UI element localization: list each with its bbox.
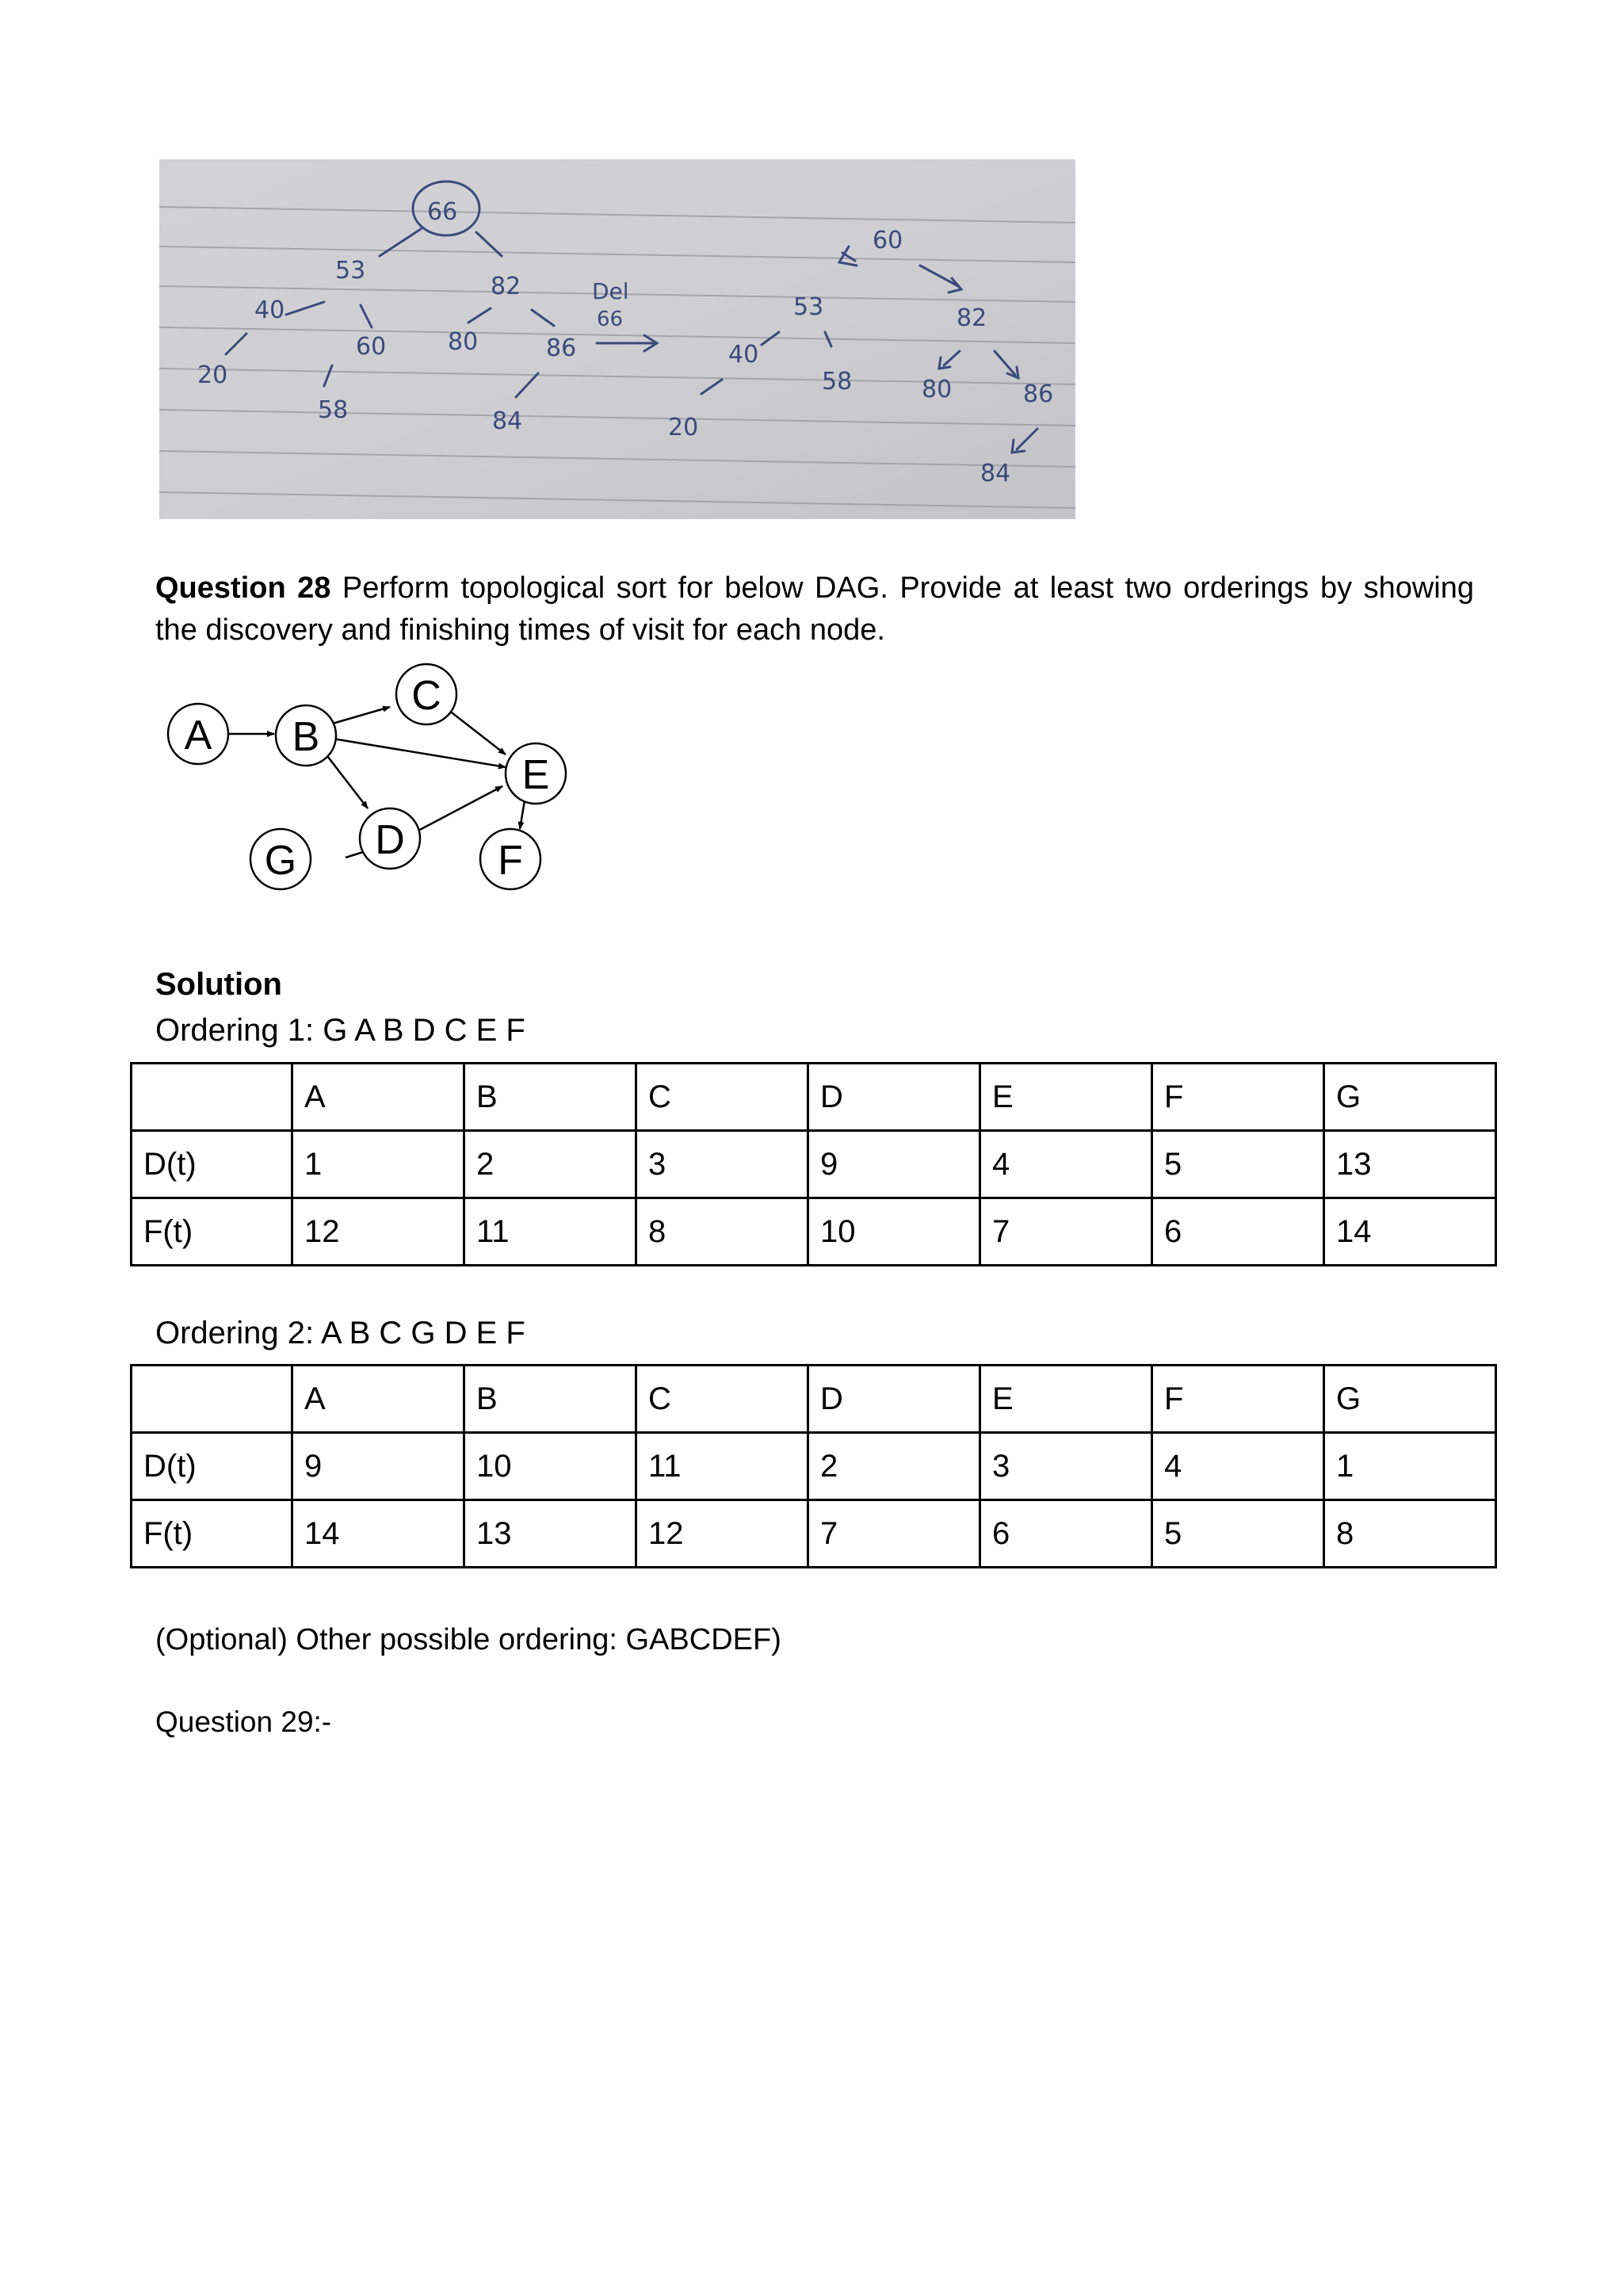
svg-text:80: 80 [448, 328, 479, 356]
table-cell: 9 [808, 1131, 980, 1198]
question-body: Perform topological sort for below DAG. Provide at least two orderings by showing the discovery and finishing times of visit for each node. [155, 571, 1475, 647]
table-row [132, 1433, 1496, 1500]
table-cell: 6 [980, 1500, 1152, 1568]
ordering-1-label: Ordering 1: G A B D C E F [155, 1013, 525, 1048]
svg-text:60: 60 [873, 227, 903, 254]
svg-text:40: 40 [728, 341, 759, 369]
table-cell: A [292, 1366, 464, 1433]
node-label-f: F [498, 838, 523, 884]
edge-d-e [415, 786, 502, 832]
table-cell: 4 [980, 1131, 1152, 1198]
svg-text:82: 82 [491, 273, 521, 300]
node-label-a: A [184, 712, 212, 758]
table-cell: F [1152, 1366, 1324, 1433]
svg-text:80: 80 [922, 376, 953, 403]
table-cell: B [464, 1366, 636, 1433]
table-cell: D [808, 1366, 980, 1433]
row-head: F(t) [132, 1198, 292, 1266]
table-cell: C [636, 1064, 808, 1131]
table-cell: 6 [1152, 1198, 1324, 1266]
ordering-2-label: Ordering 2: A B C G D E F [155, 1316, 525, 1350]
table-cell: 7 [808, 1500, 980, 1568]
node-label-b: B [292, 714, 320, 760]
table-row [132, 1131, 1496, 1198]
table-cell: 9 [292, 1433, 464, 1500]
svg-text:53: 53 [793, 293, 824, 321]
table-header-row [132, 1366, 1496, 1433]
table-cell: 14 [292, 1500, 464, 1568]
table-cell: 13 [464, 1500, 636, 1568]
table-cell: 11 [464, 1198, 636, 1266]
svg-text:20: 20 [197, 361, 228, 389]
row-head: D(t) [132, 1433, 292, 1500]
table-cell: 5 [1152, 1500, 1324, 1568]
svg-text:66: 66 [597, 308, 624, 331]
svg-text:Del: Del [592, 278, 629, 304]
table-cell: 3 [980, 1433, 1152, 1500]
table-cell: 12 [636, 1500, 808, 1568]
svg-text:82: 82 [957, 304, 987, 332]
question-29-heading: Question 29:- [155, 1706, 332, 1738]
table-cell: 2 [808, 1433, 980, 1500]
table-cell: 14 [1324, 1198, 1496, 1266]
svg-text:58: 58 [822, 368, 853, 395]
table-cell: A [292, 1064, 464, 1131]
table-cell: 11 [636, 1433, 808, 1500]
node-label-c: C [411, 673, 441, 719]
dag-diagram [155, 659, 567, 897]
table-header-row [132, 1064, 1496, 1131]
handwritten-heap-photo [159, 159, 1075, 519]
svg-text:20: 20 [668, 414, 699, 441]
svg-text:86: 86 [1023, 380, 1054, 408]
table-cell: 13 [1324, 1131, 1496, 1198]
solution-heading: Solution [155, 967, 282, 1002]
svg-text:53: 53 [335, 257, 366, 285]
ordering-2-table [130, 1364, 1497, 1568]
table-cell: F [1152, 1064, 1324, 1131]
table-cell: B [464, 1064, 636, 1131]
table-cell: 10 [808, 1198, 980, 1266]
svg-text:60: 60 [356, 333, 387, 361]
table-cell: G [1324, 1064, 1496, 1131]
table-cell: 7 [980, 1198, 1152, 1266]
table-cell: D [808, 1064, 980, 1131]
svg-text:86: 86 [546, 334, 577, 362]
table-cell: 4 [1152, 1433, 1324, 1500]
edge-e-f [520, 800, 525, 829]
edge-b-d [325, 753, 368, 808]
edge-c-e [449, 710, 506, 755]
edge-b-c [330, 707, 390, 724]
question-28-text [155, 567, 1474, 651]
edge-b-e [333, 739, 506, 767]
optional-ordering-note: (Optional) Other possible ordering: GABCDEF) [155, 1623, 781, 1656]
row-head: F(t) [132, 1500, 292, 1568]
row-head: D(t) [132, 1131, 292, 1198]
table-cell: 3 [636, 1131, 808, 1198]
table-row [132, 1500, 1496, 1568]
question-label: Question 28 [155, 571, 331, 605]
table-row [132, 1198, 1496, 1266]
table-cell: E [980, 1366, 1152, 1433]
table-cell: 5 [1152, 1131, 1324, 1198]
table-cell: 12 [292, 1198, 464, 1266]
table-cell: E [980, 1064, 1152, 1131]
table-cell: 10 [464, 1433, 636, 1500]
ordering-1-table [130, 1062, 1497, 1266]
node-label-d: D [375, 817, 405, 863]
node-label-e: E [521, 752, 550, 798]
node-label-g: G [264, 838, 297, 884]
svg-text:66: 66 [427, 198, 458, 226]
table-cell: C [636, 1366, 808, 1433]
svg-text:58: 58 [318, 396, 349, 424]
svg-text:84: 84 [980, 460, 1011, 487]
table-cell [132, 1366, 292, 1433]
table-cell: 8 [636, 1198, 808, 1266]
table-cell [132, 1064, 292, 1131]
table-cell: 8 [1324, 1500, 1496, 1568]
table-cell: 1 [1324, 1433, 1496, 1500]
table-cell: 2 [464, 1131, 636, 1198]
table-cell: G [1324, 1366, 1496, 1433]
svg-text:40: 40 [254, 296, 285, 324]
svg-text:84: 84 [492, 407, 523, 435]
table-cell: 1 [292, 1131, 464, 1198]
